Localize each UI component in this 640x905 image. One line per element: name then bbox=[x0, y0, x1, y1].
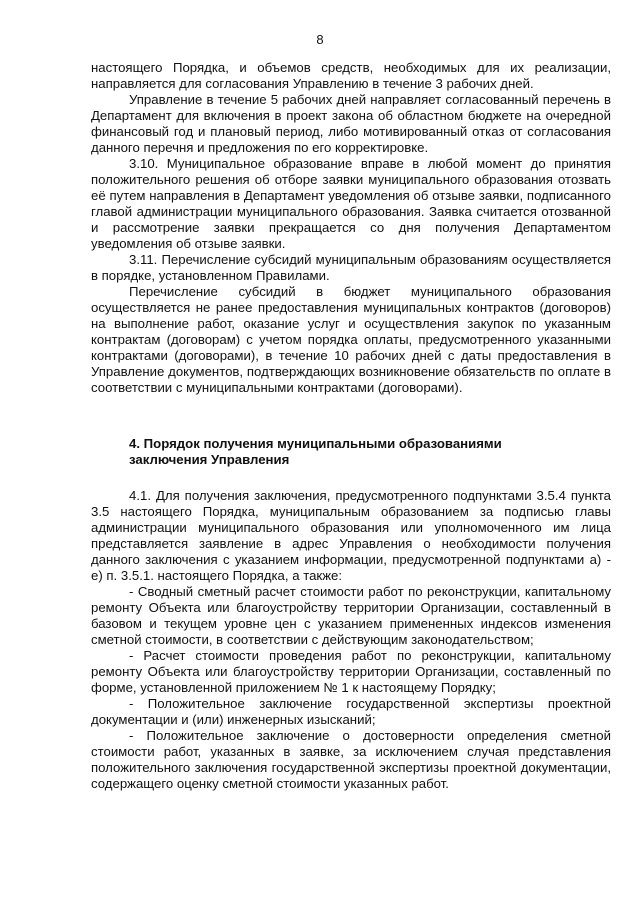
paragraph-4-1: 4.1. Для получения заключения, предусмотренного подпунктами 3.5.4 пункта 3.5 настоящего Порядка, муниципальным образованием за подписью главы администрации муниципального образования или уполномоченного им лица представляется заявление в адрес Управления о необходимости получения данного заключения с указанием информации, предусмотренной подпунктами а) - е) п. 3.5.1. настоящего Порядка, а также: bbox=[91, 488, 611, 583]
heading-gap bbox=[91, 468, 611, 488]
list-item-summary-estimate: - Сводный сметный расчет стоимости работ по реконструкции, капитальному ремонту Объекта или благоустройству территории Организации, составленный в базовом и текущем уровне цен с указанием примененных индексов изменения сметной стоимости, в соответствии с действующим законодательством; bbox=[91, 584, 611, 647]
list-item-state-expertise: - Положительное заключение государственной экспертизы проектной документации и (или) инженерных изысканий; bbox=[91, 696, 611, 727]
paragraph-3-11: 3.11. Перечисление субсидий муниципальным образованиям осуществляется в порядке, установленном Правилами. bbox=[91, 252, 611, 283]
list-item-cost-reliability: - Положительное заключение о достоверности определения сметной стоимости работ, указанных в заявке, за исключением случая представления положительного заключения государственной экспертизы проектной документации, содержащего оценку сметной стоимости указанных работ. bbox=[91, 728, 611, 791]
section-heading-line-2: заключения Управления bbox=[129, 452, 290, 467]
section-heading-line-1: 4. Порядок получения муниципальными образованиями bbox=[129, 436, 502, 451]
paragraph-management-approval: Управление в течение 5 рабочих дней направляет согласованный перечень в Департамент для включения в проект закона об областном бюджете на очередной финансовый год и плановый период, либо мотивированный отказ от согласования данного перечня и предложения по его корректировке. bbox=[91, 92, 611, 155]
document-body bbox=[91, 60, 611, 792]
list-item-cost-calculation: - Расчет стоимости проведения работ по реконструкции, капитальному ремонту Объекта или благоустройству территории Организации, составленный по форме, установленной приложением № 1 к настоящему Порядку; bbox=[91, 648, 611, 695]
paragraph-continuation: настоящего Порядка, и объемов средств, необходимых для их реализации, направляется для согласования Управлению в течение 3 рабочих дней. bbox=[91, 60, 611, 91]
section-gap bbox=[91, 396, 611, 436]
paragraph-3-10: 3.10. Муниципальное образование вправе в любой момент до принятия положительного решения об отборе заявки муниципального образования отозвать её путем направления в Департамент уведомления об отзыве заявки, подписанного главой администрации муниципального образования. Заявка считается отозванной и рассмотрение заявки прекращается со дня получения Департаментом уведомления об отзыве заявки. bbox=[91, 156, 611, 251]
page-number: 8 bbox=[316, 32, 324, 47]
paragraph-subsidy-transfer: Перечисление субсидий в бюджет муниципального образования осуществляется не ранее предоставления муниципальных контрактов (договоров) на выполнение работ, оказание услуг и осуществления закупок по указанным контрактам (договорам) с учетом порядка оплаты, предусмотренного указанными контрактами (договорами), в течение 10 рабочих дней с даты предоставления в Управление документов, подтверждающих возникновение обязательств по оплате в соответствии с муниципальными контрактами (договорами). bbox=[91, 284, 611, 395]
